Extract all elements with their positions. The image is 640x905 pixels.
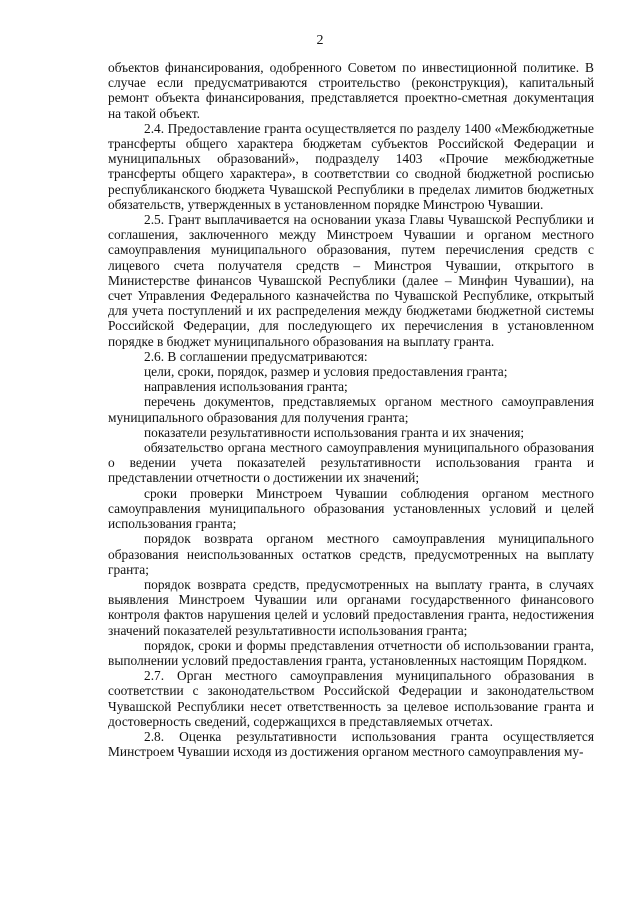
- agreement-item-return-violations: порядок возврата средств, предусмотренных на выплату гранта, в случаях выявления Минстроем Чувашии или органами государственного финансового контроля фактов нарушения целей и условий предоставления гранта, недостижения значений показателей результативности использования гранта;: [108, 576, 594, 638]
- agreement-item-directions: направления использования гранта;: [144, 379, 348, 395]
- paragraph-2-8: 2.8. Оценка результативности использования гранта осуществляется Минстроем Чувашии исходя из достижения органом местного самоуправления му-: [108, 728, 594, 760]
- agreement-item-documents: перечень документов, представляемых органом местного самоуправления муниципального образования для получения гранта;: [108, 394, 594, 425]
- agreement-item-indicators: показатели результативности использования гранта и их значения;: [144, 424, 525, 440]
- agreement-item-accounting: обязательство органа местного самоуправления муниципального образования о ведении учета показателей результативности использования гранта и представлении отчетности о достижении их значений;: [108, 440, 594, 486]
- paragraph-2-6: 2.6. В соглашении предусматриваются:: [144, 348, 368, 364]
- agreement-item-return-unused: порядок возврата органом местного самоуправления муниципального образования неиспользованных остатков средств, предусмотренных на выплату гранта;: [108, 531, 594, 577]
- paragraph-2-5: 2.5. Грант выплачивается на основании указа Главы Чувашской Республики и соглашения, заключенного между Минстроем Чувашии и органом местного самоуправления муниципального образования, путем перечисления средств с лицевого счета получателя средств – Минстроя Чувашии, открытого в Министерстве финансов Чувашской Республики (далее – Минфин Чувашии), на счет Управления Федерального казначейства по Чувашской Республике, открытый для учета поступлений и их распределения между бюджетами бюджетной системы Российской Федерации, для последующего их перечисления в установленном порядке в бюджет муниципального образования на выплату гранта.: [108, 212, 594, 349]
- paragraph-continuation: объектов финансирования, одобренного Советом по инвестиционной политике. В случае если предусматриваются строительство (реконструкция), капитальный ремонт объекта финансирования, представляется проектно-сметная документация на такой объект.: [108, 60, 594, 121]
- agreement-item-goals: цели, сроки, порядок, размер и условия предоставления гранта;: [144, 364, 508, 380]
- page-number: 2: [316, 33, 324, 48]
- agreement-item-inspection: сроки проверки Минстроем Чувашии соблюдения органом местного самоуправления муниципального образования установленных условий и целей использования гранта;: [108, 485, 594, 532]
- document-body: [108, 60, 594, 759]
- agreement-item-reporting: порядок, сроки и формы представления отчетности об использовании гранта, выполнении условий предоставления гранта, установленных настоящим Порядком.: [108, 637, 594, 668]
- paragraph-2-4: 2.4. Предоставление гранта осуществляется по разделу 1400 «Межбюджетные трансферты общего характера бюджетам субъектов Российской Федерации и муниципальных образований», подразделу 1403 «Прочие межбюджетные трансферты общего характера», в соответствии со сводной бюджетной росписью республиканского бюджета Чувашской Республики в пределах лимитов бюджетных обязательств, утвержденных в установленном порядке Минстрою Чувашии.: [108, 120, 594, 212]
- paragraph-2-7: 2.7. Орган местного самоуправления муниципального образования в соответствии с законодательством Российской Федерации и законодательством Чувашской Республики несет ответственность за целевое использование гранта и достоверность сведений, содержащихся в представляемых отчетах.: [108, 668, 594, 729]
